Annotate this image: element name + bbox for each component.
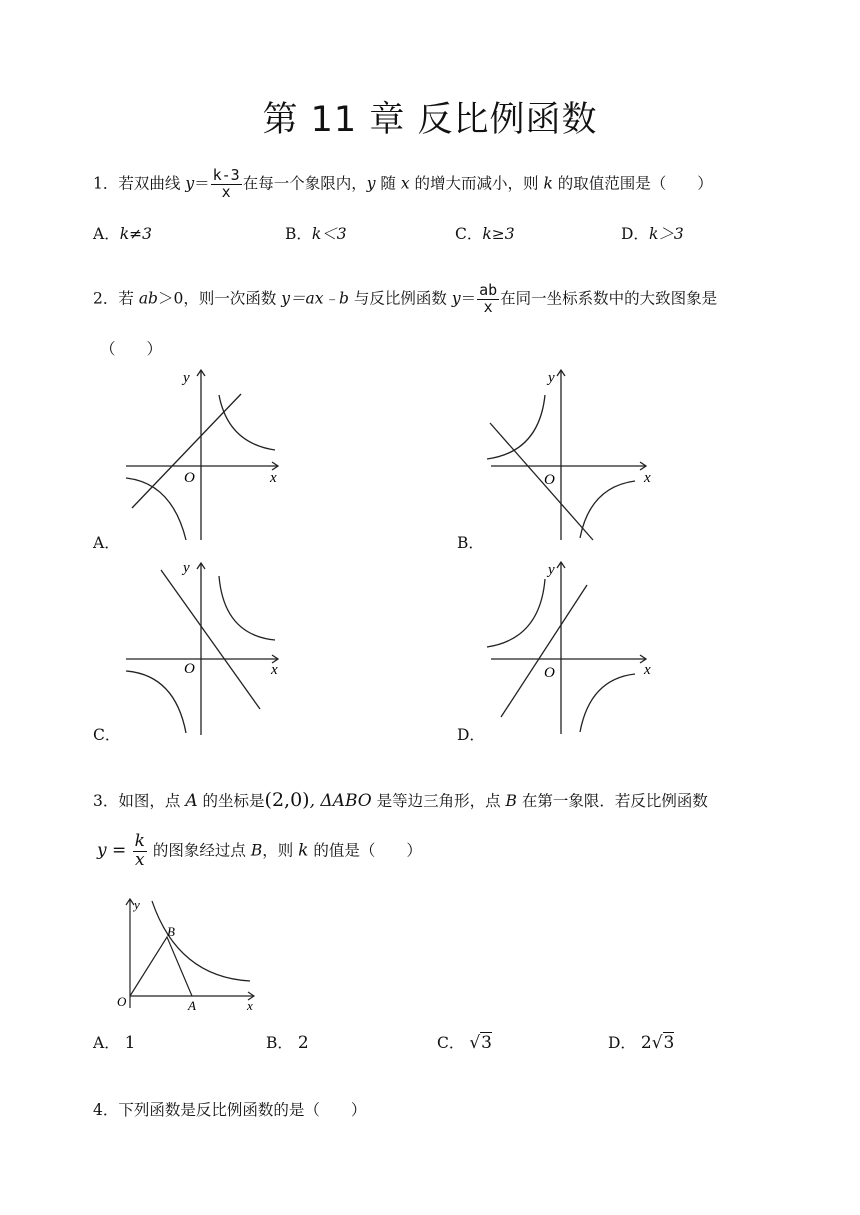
sqrt-icon: √ (651, 1033, 663, 1053)
fraction-numerator: ab (479, 281, 498, 299)
question-text: 在同一坐标系数中的大致图象是 (500, 289, 718, 308)
hyperbola-branch (487, 395, 545, 459)
line-graph (501, 585, 587, 717)
question-text: 的值是（ ） (308, 841, 422, 860)
hyperbola-branch (152, 901, 250, 981)
hyperbola-branch (219, 576, 275, 640)
question-text: 若双曲线 (118, 174, 186, 193)
origin-label: O (544, 665, 555, 681)
question-text: 下列函数是反比例函数的是（ ） (118, 1101, 367, 1119)
line-graph (132, 394, 241, 508)
option-text: k≠3 (119, 225, 152, 243)
option-b[interactable]: B． (457, 534, 484, 552)
option-text: k＜3 (311, 225, 347, 243)
option-a[interactable] (93, 222, 152, 244)
hyperbola-branch (580, 481, 635, 538)
origin-label: O (117, 994, 127, 1009)
question-number: 2． (93, 289, 119, 308)
question-text: 若 (118, 289, 139, 308)
var-y: y (366, 174, 376, 193)
fraction-denominator: x (483, 297, 493, 316)
var-ab: ab (138, 289, 158, 308)
option-label: A． (93, 225, 120, 243)
coordinate: (2,0) (264, 789, 310, 811)
equals-sign: = (106, 840, 132, 861)
sqrt-icon: √ (469, 1033, 481, 1053)
graph-a[interactable] (120, 365, 290, 545)
x-label: x (247, 998, 253, 1013)
question-3 (93, 789, 708, 811)
point-a: A (185, 791, 198, 811)
option-label: D． (608, 1034, 636, 1052)
question-text: 的坐标是 (197, 792, 265, 810)
line-graph (161, 570, 260, 709)
figure-triangle (112, 893, 262, 1018)
graph-c[interactable] (120, 555, 290, 740)
x-label: x (644, 470, 651, 486)
option-b[interactable] (266, 1031, 309, 1053)
option-text: k＞3 (648, 225, 684, 243)
fraction-numerator: k (134, 831, 145, 851)
hyperbola-branch (126, 671, 186, 733)
y-label: y (183, 560, 190, 576)
option-text: 2 (297, 1033, 309, 1053)
option-d[interactable]: D． (457, 726, 485, 744)
line-graph (490, 423, 593, 540)
var-y: y (97, 840, 107, 861)
question-1 (93, 168, 713, 201)
question-text: 的取值范围是（ ） (552, 174, 713, 193)
hyperbola-branch (219, 395, 275, 450)
fraction-denominator: x (221, 182, 231, 201)
option-d[interactable] (608, 1031, 674, 1053)
graph-b[interactable] (482, 365, 657, 545)
question-number: 1． (93, 174, 119, 193)
fraction-numerator: k-3 (212, 166, 240, 184)
option-text: k≥3 (482, 225, 515, 243)
point-b-label: B (167, 924, 175, 939)
option-text: 3 (663, 1033, 675, 1053)
origin-label: O (544, 472, 555, 488)
question-number: 4． (93, 1101, 119, 1119)
y-label: y (134, 897, 140, 912)
question-text: 如图，点 (118, 792, 186, 810)
equals-sign: ＝ (194, 174, 210, 193)
option-text: 1 (124, 1033, 136, 1053)
option-c[interactable] (455, 222, 515, 244)
fraction-denominator: x (135, 849, 145, 870)
option-b[interactable] (285, 222, 347, 244)
option-label: C． (437, 1034, 465, 1052)
point-b: B (250, 841, 263, 860)
option-text: 3 (481, 1033, 492, 1053)
question-number: 3． (93, 792, 119, 810)
question-text: 在每一个象限内， (242, 174, 367, 193)
answer-paren: （ ） (100, 340, 163, 358)
question-text: 是等边三角形，点 (371, 792, 506, 810)
y-label: y (548, 562, 555, 578)
var-k: k (298, 840, 309, 861)
question-text: ，则 (262, 841, 299, 860)
point-a-label: A (188, 998, 196, 1013)
x-label: x (644, 662, 651, 678)
origin-label: O (184, 470, 195, 486)
option-d[interactable] (621, 222, 684, 244)
question-text: 与反比例函数 (348, 289, 452, 308)
option-a[interactable] (93, 1031, 135, 1053)
question-4 (93, 1098, 366, 1120)
hyperbola-branch (580, 674, 635, 732)
hyperbola-branch (126, 478, 186, 540)
question-text: 在第一象限．若反比例函数 (516, 792, 708, 810)
option-label: C． (455, 225, 483, 243)
point-b: B (505, 792, 517, 810)
option-label: D． (621, 225, 649, 243)
graph-d[interactable] (482, 557, 657, 737)
var-x: x (400, 174, 410, 193)
x-label: x (270, 470, 277, 486)
question-text: 随 (375, 174, 401, 193)
page-title: 第 11 章 反比例函数 (262, 100, 598, 140)
option-coef: 2 (640, 1033, 652, 1053)
var-y: y (185, 174, 195, 193)
option-label: A． (93, 1034, 120, 1052)
var-k: k (543, 174, 553, 193)
question-2 (93, 283, 717, 316)
triangle-abo (130, 937, 192, 996)
option-c[interactable]: C． (93, 726, 121, 744)
option-label: B． (266, 1034, 293, 1052)
y-label: y (183, 370, 190, 386)
question-text: ＞0，则一次函数 (157, 289, 282, 308)
option-a[interactable]: A． (93, 534, 120, 552)
question-text: 的图象经过点 (147, 841, 251, 860)
question-text: 的增大而减小，则 (409, 174, 544, 193)
fraction (211, 168, 242, 201)
hyperbola-branch (487, 579, 545, 647)
x-label: x (271, 662, 278, 678)
fraction (477, 283, 499, 316)
origin-label: O (184, 661, 195, 677)
option-c[interactable] (437, 1031, 492, 1053)
option-label: B． (285, 225, 312, 243)
y-label: y (548, 370, 555, 386)
fraction (133, 833, 147, 870)
equals-sign: ＝ (460, 289, 477, 308)
question-3-line-2 (97, 833, 422, 870)
var-y: y (451, 289, 461, 308)
triangle: , ΔABO (309, 791, 372, 811)
linear-function: y＝ax﹣b (281, 289, 349, 308)
